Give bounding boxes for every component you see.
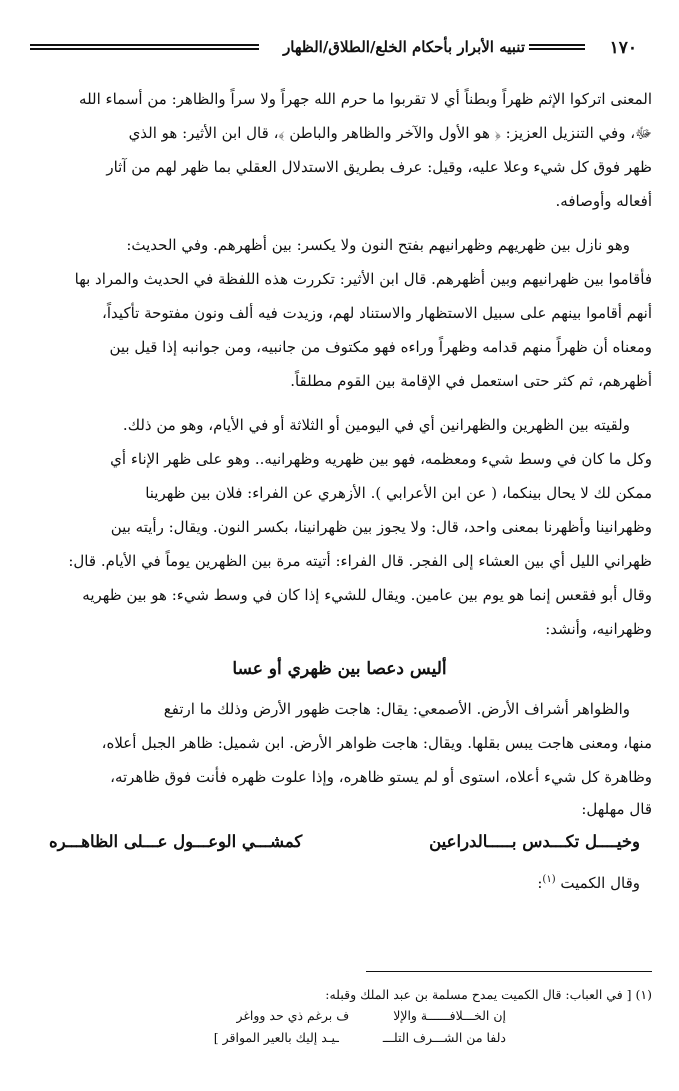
text-line: ﷻ، وفي التنزيل العزيز: ﴿ هو الأول والآخر والظاهر والباطن ﴾، قال ابن الأثير: هو الذي bbox=[128, 124, 652, 142]
text-line: منها، ومعنى هاجت يبس بقلها. ويقال: هاجت ظواهر الأرض. ابن شميل: ظاهر الجبل أعلاه، bbox=[101, 734, 652, 752]
footnote-hemistich: ف برغم ذي حد وواغر bbox=[236, 1008, 350, 1023]
text-line: ظهراني الليل أي بين العشاء إلى الفجر. قال الفراء: أتيته مرة بين الظهرين يوماً في الأيام. قال: bbox=[68, 552, 652, 570]
text-line: ظهر فوق كل شيء وعلا عليه، وقيل: عرف بطريق الاستدلال العقلي بما ظهر لهم من آثار bbox=[106, 158, 652, 176]
text-line: وكل ما كان في وسط شيء ومعظمه، فهو بين ظهريه وظهرانيه.. وهو على ظهر الإناء أي bbox=[110, 450, 652, 468]
footnote-verses bbox=[27, 1005, 652, 1049]
text-line: ولقيته بين الظهرين والظهرانين أي في اليومين أو الثلاثة أو في الأيام، وهو من ذلك. bbox=[122, 416, 630, 434]
footnote-verse bbox=[27, 1027, 506, 1049]
kumayt-intro bbox=[27, 860, 640, 903]
footnote-hemistich: ـيـد إليك بالعير المواقر ] bbox=[213, 1030, 339, 1045]
footnote-hemistich: إن الخـــلافــــــة والإلا bbox=[393, 1008, 506, 1023]
footnote-text-line bbox=[27, 985, 652, 1005]
kumayt-text: وقال الكميت bbox=[560, 874, 640, 892]
footnote-divider bbox=[366, 971, 652, 972]
text-line: وقال أبو فقعس إنما هو يوم بين عامين. ويقال للشيء إذا كان في وسط شيء: هو بين ظهريه bbox=[82, 586, 652, 604]
text-line: ممكن لك لا يحال بينكما، ( عن ابن الأعرابي ). الأزهري عن الفراء: فلان بين ظهرينا bbox=[145, 484, 652, 502]
footnote bbox=[27, 985, 652, 1049]
text-line: المعنى اتركوا الإثم ظهراً وبطناً أي لا تقربوا ما حرم الله جهراً ولا سراً والظاهر: من أسماء الله bbox=[79, 90, 652, 108]
header-rule bbox=[52, 44, 259, 50]
text-line: أفعاله وأوصافه. bbox=[555, 192, 652, 210]
poem-verse bbox=[27, 824, 652, 860]
text-line: أنهم أقاموا بينهم على سبيل الاستظهار والاستناد لهم، وزيدت فيه ألف ونون مفتوحة تأكيداً، bbox=[102, 304, 652, 322]
text-line: والظواهر أشراف الأرض. الأصمعي: يقال: هاجت ظهور الأرض وذلك ما ارتفع bbox=[163, 700, 630, 718]
paragraph bbox=[27, 82, 652, 218]
text-line: وظاهرة كل شيء أعلاه، استوى أو لم يستو ظاهره، وإذا علوت ظهره فأنت فوق ظاهرته، bbox=[110, 768, 652, 786]
page-number: ١٧٠ bbox=[609, 38, 637, 58]
footnote-number: (١) bbox=[635, 987, 652, 1002]
footnote-hemistich: دلفا من الشـــرف التلـــ bbox=[382, 1030, 506, 1045]
paragraph bbox=[27, 408, 652, 646]
running-title: تنبيه الأبرار بأحكام الخلع/الطلاق/الظهار bbox=[283, 38, 525, 56]
text-line: وظهرانيه، وأنشد: bbox=[545, 620, 652, 638]
footnote-ref: (١) bbox=[542, 874, 556, 885]
text-line: وظهرانينا وأظهرنا بمعنى واحد، قال: ولا يجوز بين ظهرانينا، بكسر النون. ويقال: رأيته بين bbox=[110, 518, 652, 536]
header-rule bbox=[529, 44, 585, 50]
kumayt-colon: : bbox=[537, 874, 543, 892]
text-line: أظهرهم، ثم كثر حتى استعمل في الإقامة بين القوم مطلقاً. bbox=[290, 372, 652, 390]
footnote-text: [ في العباب: قال الكميت يمدح مسلمة بن عبد الملك وقبله: bbox=[325, 987, 632, 1002]
page-header bbox=[28, 36, 651, 62]
paragraph bbox=[27, 228, 652, 398]
header-rule bbox=[30, 44, 60, 50]
hemistich-right: وخيــــل تكـــدس بـــــالدراعين bbox=[429, 832, 640, 851]
hemistich-left: كمشـــي الوعـــول عـــلى الظاهـــره bbox=[49, 832, 303, 851]
poem-intro: قال مهلهل: bbox=[581, 800, 652, 818]
footnote-verse bbox=[27, 1005, 506, 1027]
quoted-verse: أليس دعصا بين ظهري أو عسا bbox=[232, 659, 447, 679]
main-text bbox=[27, 82, 652, 903]
text-line: ومعناه أن ظهراً منهم قدامه وظهراً وراءه فهو مكتوف من جانبيه، ومن جوانبه إذا قيل بين bbox=[109, 338, 652, 356]
text-line: فأقاموا بين ظهرانيهم وبين أظهرهم. قال ابن الأثير: تكررت هذه اللفظة في الحديث والمراد بها bbox=[74, 270, 652, 288]
paragraph bbox=[27, 692, 652, 794]
text-line: وهو نازل بين ظهريهم وظهرانيهم بفتح النون ولا يكسر: بين أظهرهم. وفي الحديث: bbox=[126, 236, 630, 254]
